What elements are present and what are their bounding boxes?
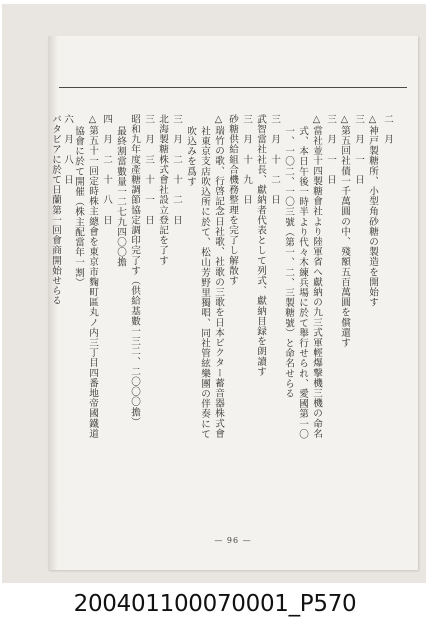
entry-text: 砂糖供給組合機務整理を完了し解散す <box>227 114 238 286</box>
header-rule <box>59 87 407 88</box>
entry-text: △當社並十四製糖會社より陸軍省へ獻納の九三式軍輕爆撃機三機の命名 <box>311 114 322 439</box>
document-page <box>48 36 418 570</box>
entry-date: 三 月 一 日 <box>325 114 336 185</box>
entry-text: 昭和九年度產糖調節協定調印完了す（供給基數一三二、二〇〇〇擔） <box>129 114 140 428</box>
entry-date: 三 月 十 九 日 <box>241 114 252 205</box>
entry-text: バタビアに於て日蘭第一回會商開始せらる <box>50 114 61 306</box>
entry-text: 協會に於て開催（株主配當年一割） <box>73 126 84 288</box>
entry-text: 武智當社社長、獻納者代表として列式、獻納目録を朗讀す <box>255 114 266 377</box>
image-caption: 200401100070001_P570 <box>73 591 357 617</box>
entry-text: △第五十一回定時株主總會を東京市麴町區丸ノ内三丁目四番地帝國鐵道 <box>87 114 98 439</box>
entry-text: △第五回社債一千萬圓の中、殘額五百萬圓を償還す <box>339 114 350 348</box>
entry-date: 三 月 三 十 一 日 <box>143 114 154 226</box>
entry-text: 吹込みを爲す <box>185 126 196 187</box>
entry-date: 六 月 八 日 <box>62 114 73 185</box>
entry-text: △瑞竹の歌、行啓記念日社歌、社歌の三歌を日本ビクター蓄音器株式會 <box>213 114 224 439</box>
page-number: — 96 — <box>214 536 252 545</box>
entry-date: 二 月 <box>382 114 393 145</box>
entry-text: 北海製糖株式會社設立登記を了す <box>157 114 168 266</box>
entry-text: 式、本日午後一時半より代々木練兵場に於て舉行せられ、愛國第一〇 <box>297 126 308 440</box>
entry-date: 三 月 二 十 二 日 <box>171 114 182 226</box>
entry-text: 社東京支店吹込所に於て、松山芳野里獨唱、同社管絃樂團の伴奏にて <box>199 126 210 440</box>
entry-text: △神戸製糖所、小型角砂糖の製造を開始す <box>367 114 378 308</box>
entry-date: 四 月 二 十 八 日 <box>101 114 112 226</box>
entry-date: 三 月 十 二 日 <box>269 114 280 205</box>
entry-text: 最終割當數量一二七九四〇〇擔 <box>115 126 126 268</box>
entry-date: 三 月 一 日 <box>353 114 364 185</box>
entry-text: 一、一〇二、一〇三號（第一、二、三製糖號）と命名せらる <box>283 126 294 399</box>
